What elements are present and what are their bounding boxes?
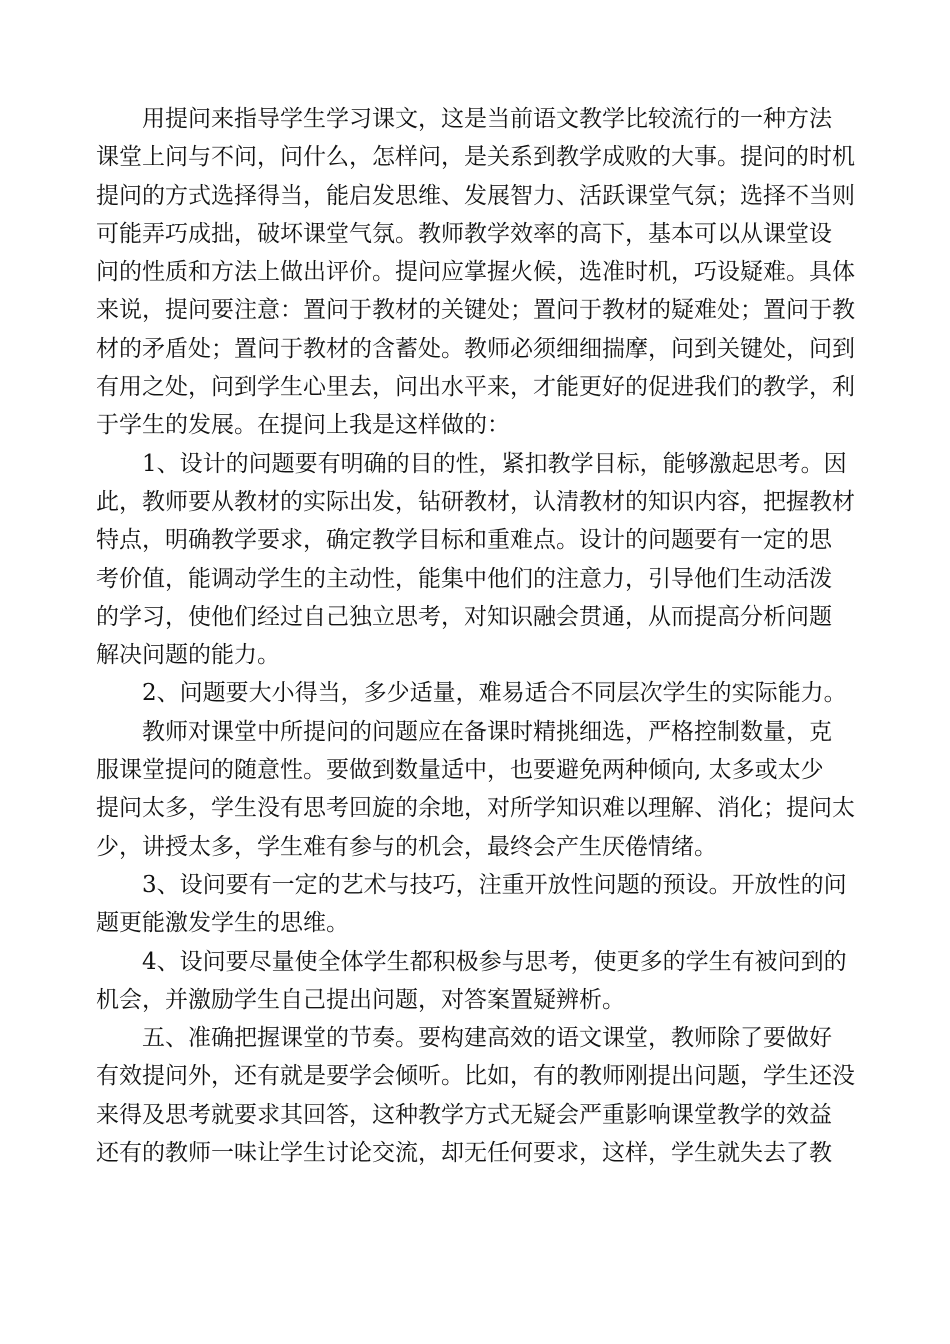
text-line: 提问太多，学生没有思考回旋的余地，对所学知识难以理解、消化；提问太: [96, 795, 855, 822]
text-line: 问的性质和方法上做出评价。提问应掌握火候，选准时机，巧设疑难。具体: [96, 259, 855, 286]
document-body: [96, 100, 866, 1172]
text-line: 有用之处，问到学生心里去，问出水平来，才能更好的促进我们的教学，利: [96, 374, 855, 401]
text-line: 少，讲授太多，学生难有参与的机会，最终会产生厌倦情绪。: [96, 833, 717, 860]
text-line: 来说，提问要注意：置问于教材的关键处；置问于教材的疑难处；置问于教: [96, 297, 855, 324]
text-line: 教师对课堂中所提问的问题应在备课时精挑细选，严格控制数量，克: [142, 718, 832, 745]
text-line: 五、准确把握课堂的节奏。要构建高效的语文课堂，教师除了要做好: [142, 1025, 832, 1052]
text-line: 材的矛盾处；置问于教材的含蓄处。教师必须细细揣摩，问到关键处，问到: [96, 335, 855, 362]
text-line: 还有的教师一味让学生讨论交流，却无任何要求，这样，学生就失去了教: [96, 1140, 832, 1167]
text-line: 机会，并激励学生自己提出问题，对答案置疑辨析。: [96, 986, 625, 1013]
text-line: 来得及思考就要求其回答，这种教学方式无疑会严重影响课堂教学的效益: [96, 1101, 832, 1128]
text-line: 提问的方式选择得当，能启发思维、发展智力、活跃课堂气氛；选择不当则: [96, 182, 855, 209]
text-line: 用提问来指导学生学习课文，这是当前语文教学比较流行的一种方法: [142, 106, 832, 132]
text-line: 1、设计的问题要有明确的目的性，紧扣教学目标，能够激起思考。因: [142, 450, 847, 477]
text-line: 服课堂提问的随意性。要做到数量适中，也要避免两种倾向, 太多或太少: [96, 757, 824, 784]
text-line: 4、设问要尽量使全体学生都积极参与思考，使更多的学生有被问到的: [142, 948, 847, 975]
text-line: 特点，明确教学要求，确定教学目标和重难点。设计的问题要有一定的思: [96, 527, 832, 554]
text-line: 解决问题的能力。: [96, 642, 280, 669]
text-line: 此，教师要从教材的实际出发，钻研教材，认清教材的知识内容，把握教材: [96, 488, 855, 515]
text-line: 题更能激发学生的思维。: [96, 910, 349, 937]
text-line: 3、设问要有一定的艺术与技巧，注重开放性问题的预设。开放性的问: [142, 871, 847, 898]
text-line: 考价值，能调动学生的主动性，能集中他们的注意力，引导他们生动活泼: [96, 565, 832, 592]
text-line: 的学习，使他们经过自己独立思考，对知识融会贯通，从而提高分析问题: [96, 603, 832, 630]
text-line: 课堂上问与不问，问什么，怎样问，是关系到教学成败的大事。提问的时机: [96, 144, 855, 171]
text-line: 有效提问外，还有就是要学会倾听。比如，有的教师刚提出问题，学生还没: [96, 1063, 855, 1090]
text-line: 于学生的发展。在提问上我是这样做的：: [96, 412, 510, 439]
text-line: 可能弄巧成拙，破坏课堂气氛。教师教学效率的高下，基本可以从课堂设: [96, 220, 832, 247]
text-line: 2、问题要大小得当，多少适量，难易适合不同层次学生的实际能力。: [142, 680, 847, 707]
